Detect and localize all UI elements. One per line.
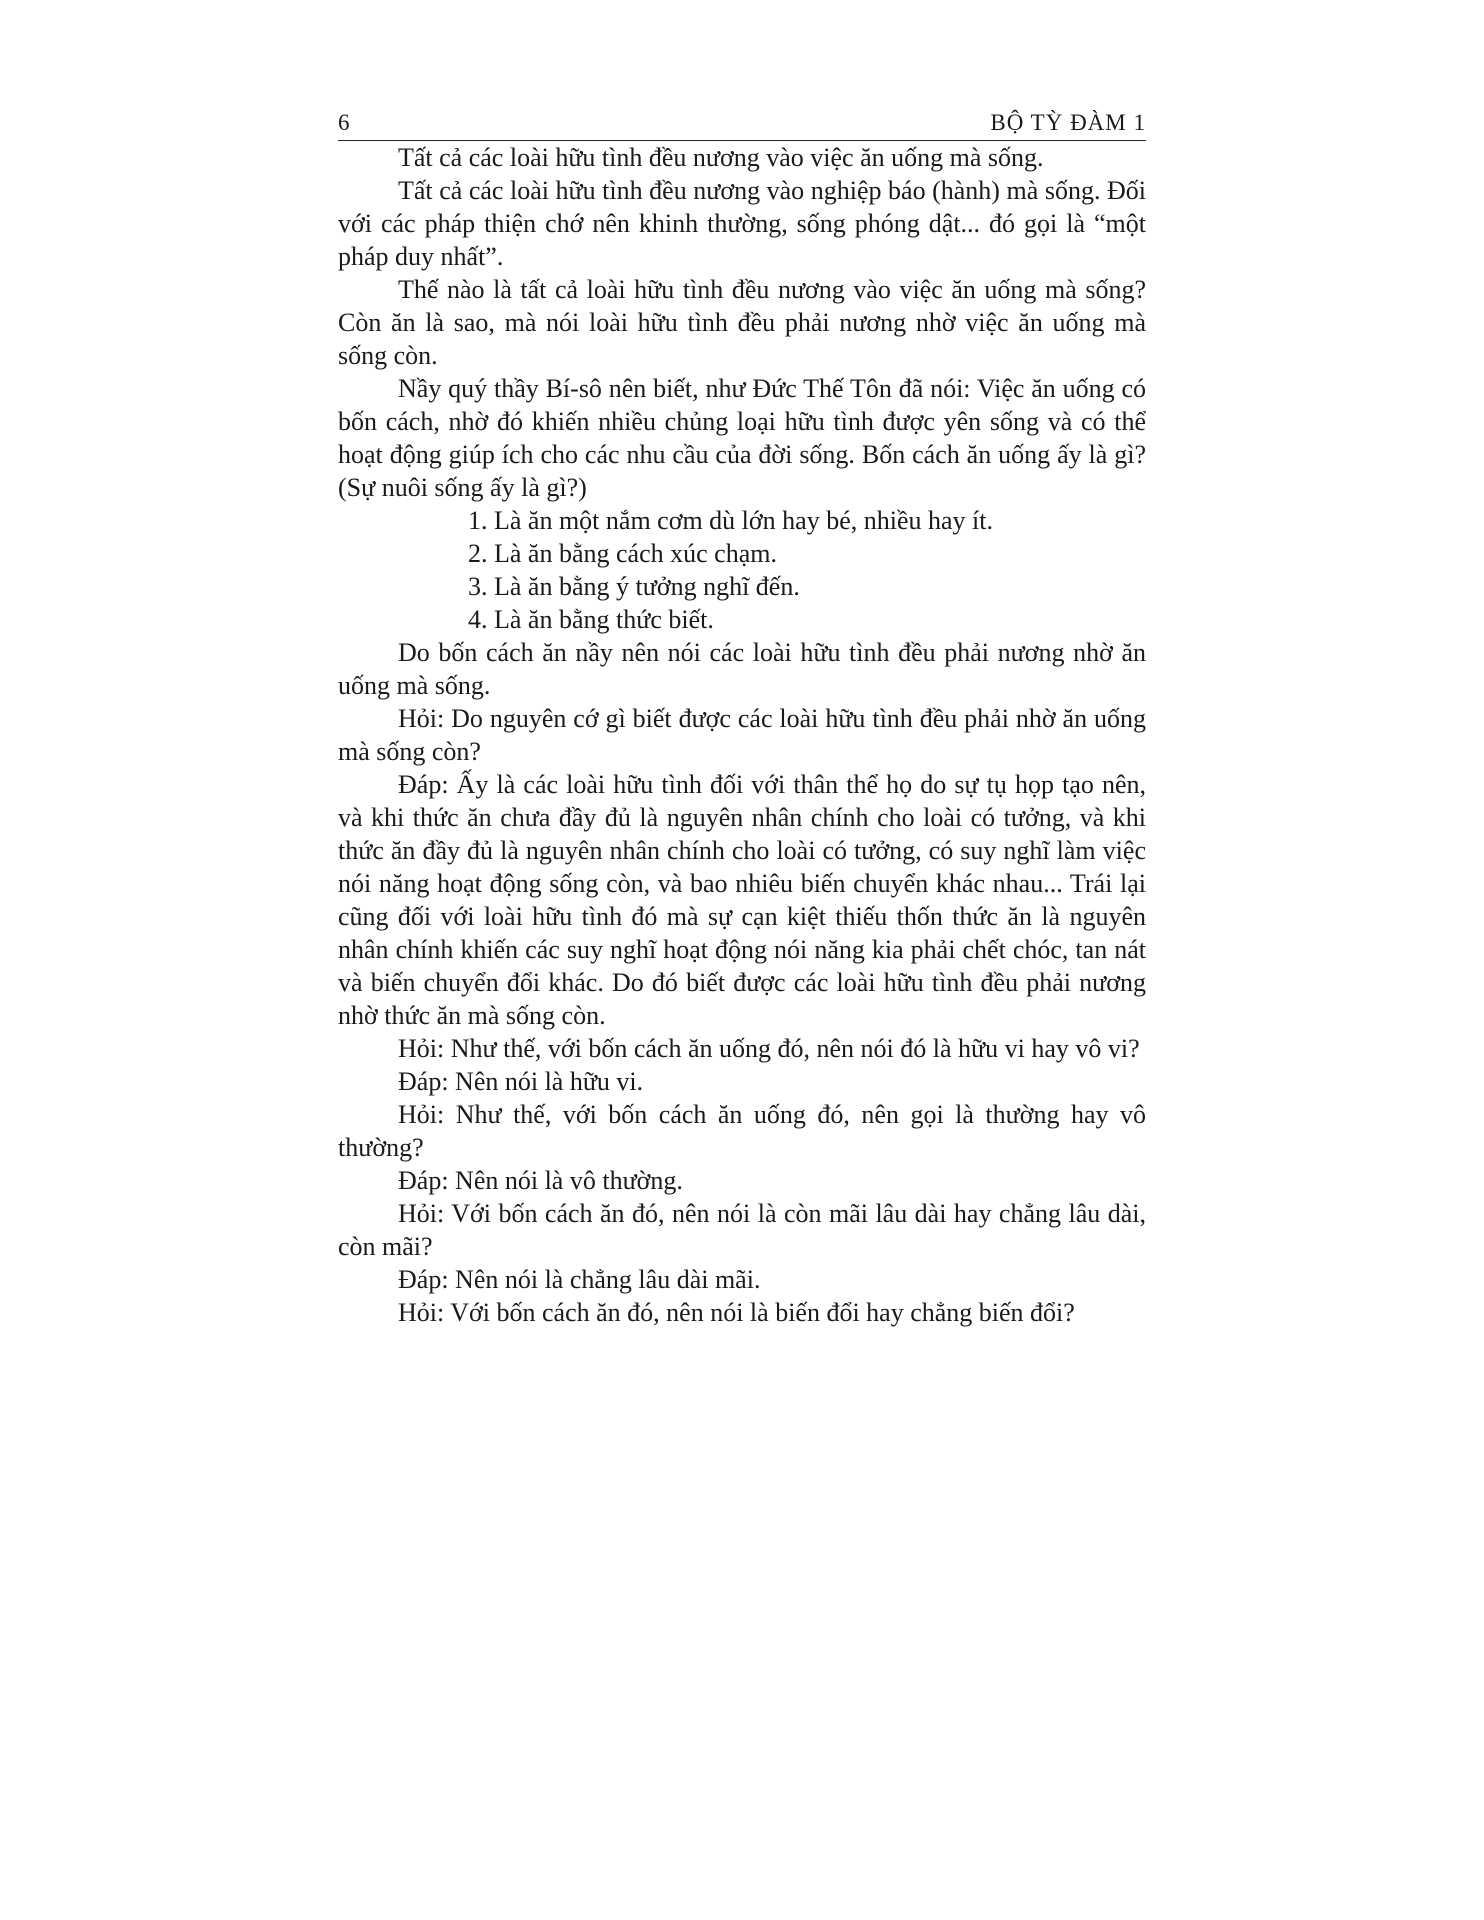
list-item: 4. Là ăn bằng thức biết.: [468, 605, 714, 634]
paragraph: Thế nào là tất cả loài hữu tình đều nương vào việc ăn uống mà sống? Còn ăn là sao, mà nói loài hữu tình đều phải nương nhờ việc ăn uống mà sống còn.: [338, 275, 1146, 370]
answer-paragraph: Đáp: Nên nói là hữu vi.: [398, 1067, 644, 1096]
answer-paragraph: Đáp: Nên nói là chẳng lâu dài mãi.: [398, 1265, 761, 1294]
paragraph: Tất cả các loài hữu tình đều nương vào việc ăn uống mà sống.: [398, 143, 1044, 172]
paragraph: Do bốn cách ăn nầy nên nói các loài hữu tình đều phải nương nhờ ăn uống mà sống.: [338, 638, 1146, 700]
list-item: 3. Là ăn bằng ý tưởng nghĩ đến.: [468, 572, 800, 601]
question-paragraph: Hỏi: Với bốn cách ăn đó, nên nói là còn mãi lâu dài hay chẳng lâu dài, còn mãi?: [338, 1199, 1146, 1261]
question-paragraph: Hỏi: Với bốn cách ăn đó, nên nói là biến đổi hay chẳng biến đổi?: [398, 1298, 1075, 1327]
four-kinds-of-food-list: [338, 504, 1146, 636]
answer-paragraph: Đáp: Nên nói là vô thường.: [398, 1166, 683, 1195]
paragraph: Nầy quý thầy Bí-sô nên biết, như Đức Thế Tôn đã nói: Việc ăn uống có bốn cách, nhờ đó khiến nhiều chủng loại hữu tình được yên sống và có thể hoạt động giúp ích cho các nhu cầu của đời sống. Bốn cách ăn uống ấy là gì? (Sự nuôi sống ấy là gì?): [338, 374, 1146, 502]
question-paragraph: Hỏi: Như thế, với bốn cách ăn uống đó, nên nói đó là hữu vi hay vô vi?: [398, 1034, 1140, 1063]
running-header: [338, 108, 1146, 141]
question-paragraph: Hỏi: Như thế, với bốn cách ăn uống đó, nên gọi là thường hay vô thường?: [338, 1100, 1146, 1162]
body-text: [338, 141, 1146, 1329]
book-title: BỘ TỲ ĐÀM 1: [990, 110, 1146, 135]
question-paragraph: Hỏi: Do nguyên cớ gì biết được các loài hữu tình đều phải nhờ ăn uống mà sống còn?: [338, 704, 1146, 766]
list-item: 2. Là ăn bằng cách xúc chạm.: [468, 539, 777, 568]
book-page: [338, 108, 1146, 1329]
paragraph: Tất cả các loài hữu tình đều nương vào nghiệp báo (hành) mà sống. Đối với các pháp thiện chớ nên khinh thường, sống phóng dật... đó gọi là “một pháp duy nhất”.: [338, 176, 1146, 271]
answer-paragraph: Đáp: Ấy là các loài hữu tình đối với thân thể họ do sự tụ họp tạo nên, và khi thức ăn chưa đầy đủ là nguyên nhân chính cho loài có tưởng, và khi thức ăn đầy đủ là nguyên nhân chính cho loài có tưởng, có suy nghĩ làm việc nói năng hoạt động sống còn, và bao nhiêu biến chuyển khác nhau... Trái lại cũng đối với loài hữu tình đó mà sự cạn kiệt thiếu thốn thức ăn là nguyên nhân chính khiến các suy nghĩ hoạt động nói năng kia phải chết chóc, tan nát và biến chuyển đổi khác. Do đó biết được các loài hữu tình đều phải nương nhờ thức ăn mà sống còn.: [338, 770, 1146, 1030]
list-item: 1. Là ăn một nắm cơm dù lớn hay bé, nhiều hay ít.: [468, 506, 993, 535]
page-number: 6: [338, 110, 350, 135]
